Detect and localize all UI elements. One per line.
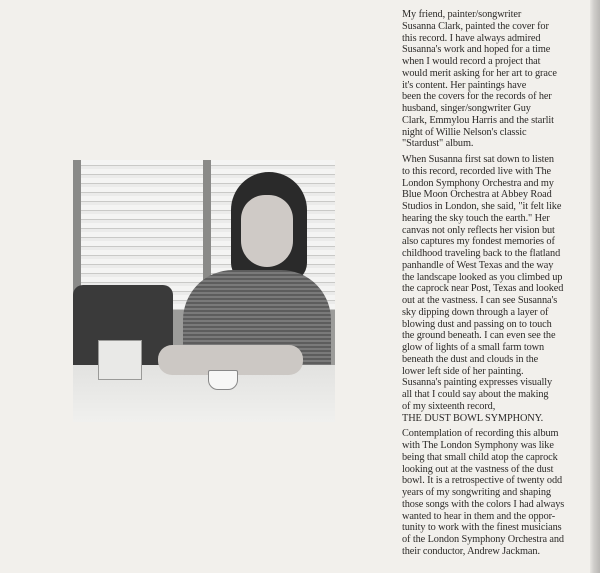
- text-line: Susanna's work and hoped for a time: [402, 44, 551, 56]
- text-line: When Susanna first sat down to listen: [402, 154, 554, 165]
- text-line: when I would record a project that: [402, 56, 541, 67]
- text-column: [402, 9, 586, 562]
- text-line: been the covers for the records of her: [402, 91, 552, 103]
- page-edge: [590, 0, 600, 573]
- text-line: canvas not only reflects her vision but: [402, 224, 555, 236]
- text-line: looking out at the vastness of the dust: [402, 463, 554, 475]
- text-line: being that small child atop the caprock: [402, 451, 558, 463]
- coffee-cup: [208, 370, 238, 390]
- text-line: the ground beneath. I can even see the: [402, 330, 556, 342]
- text-line: hearing the sky touch the earth." Her: [402, 212, 550, 224]
- cd-case: [98, 340, 142, 380]
- text-line: Clark, Emmylou Harris and the starlit: [402, 114, 554, 126]
- text-line: Studios in London, she said, "it felt like: [402, 201, 562, 212]
- text-line: Contemplation of recording this album: [402, 428, 559, 440]
- text-line: this record. I have always admired: [402, 32, 541, 44]
- text-line: also captures my fondest memories of: [402, 236, 555, 248]
- text-line: blowing dust and passing on to touch: [402, 318, 552, 330]
- text-line: childhood traveling back to the flatland: [402, 248, 561, 259]
- paragraph-3: [402, 428, 586, 557]
- text-line: beneath the dust and clouds in the: [402, 353, 539, 365]
- text-line: glow of lights of a small farm town: [402, 342, 545, 353]
- text-line: London Symphony Orchestra and my: [402, 177, 554, 189]
- text-line: Blue Moon Orchestra at Abbey Road: [402, 189, 552, 201]
- text-line: all that I could say about the making: [402, 389, 549, 400]
- text-line: night of Willie Nelson's classic: [402, 126, 527, 138]
- text-line: husband, singer/songwriter Guy: [402, 103, 531, 114]
- text-line: wanted to hear in them and the oppor-: [402, 510, 556, 522]
- portrait-photo: [73, 160, 335, 422]
- text-line: out at the vastness. I can see Susanna's: [402, 295, 558, 306]
- text-line: lower left side of her painting.: [402, 365, 524, 377]
- text-line: the caprock near Post, Texas and looked: [402, 283, 564, 295]
- paragraph-2: [402, 154, 586, 424]
- text-line: THE DUST BOWL SYMPHONY.: [402, 412, 544, 424]
- text-line: panhandle of West Texas and the way: [402, 259, 554, 271]
- text-line: My friend, painter/songwriter: [402, 9, 522, 20]
- text-line: the landscape looked as you climbed up: [402, 271, 563, 283]
- text-line: to this record, recorded live with The: [402, 165, 551, 177]
- text-line: Susanna's painting expresses visually: [402, 377, 553, 389]
- text-line: bowl. It is a retrospective of twenty odd: [402, 475, 563, 487]
- text-line: sky dipping down through a layer of: [402, 306, 549, 318]
- text-line: would merit asking for her art to grace: [402, 67, 557, 79]
- text-line: tunity to work with the finest musicians: [402, 522, 562, 534]
- text-line: it's content. Her paintings have: [402, 79, 527, 91]
- text-line: Susanna Clark, painted the cover for: [402, 20, 549, 32]
- text-line: those songs with the colors I had always: [402, 498, 565, 510]
- text-line: of my sixteenth record,: [402, 400, 496, 412]
- face: [241, 195, 293, 267]
- text-line: their conductor, Andrew Jackman.: [402, 545, 540, 557]
- text-line: "Stardust" album.: [402, 138, 474, 150]
- text-line: with The London Symphony was like: [402, 440, 554, 451]
- text-line: of the London Symphony Orchestra and: [402, 534, 564, 545]
- text-line: years of my songwriting and shaping: [402, 487, 551, 498]
- paragraph-1: [402, 9, 586, 150]
